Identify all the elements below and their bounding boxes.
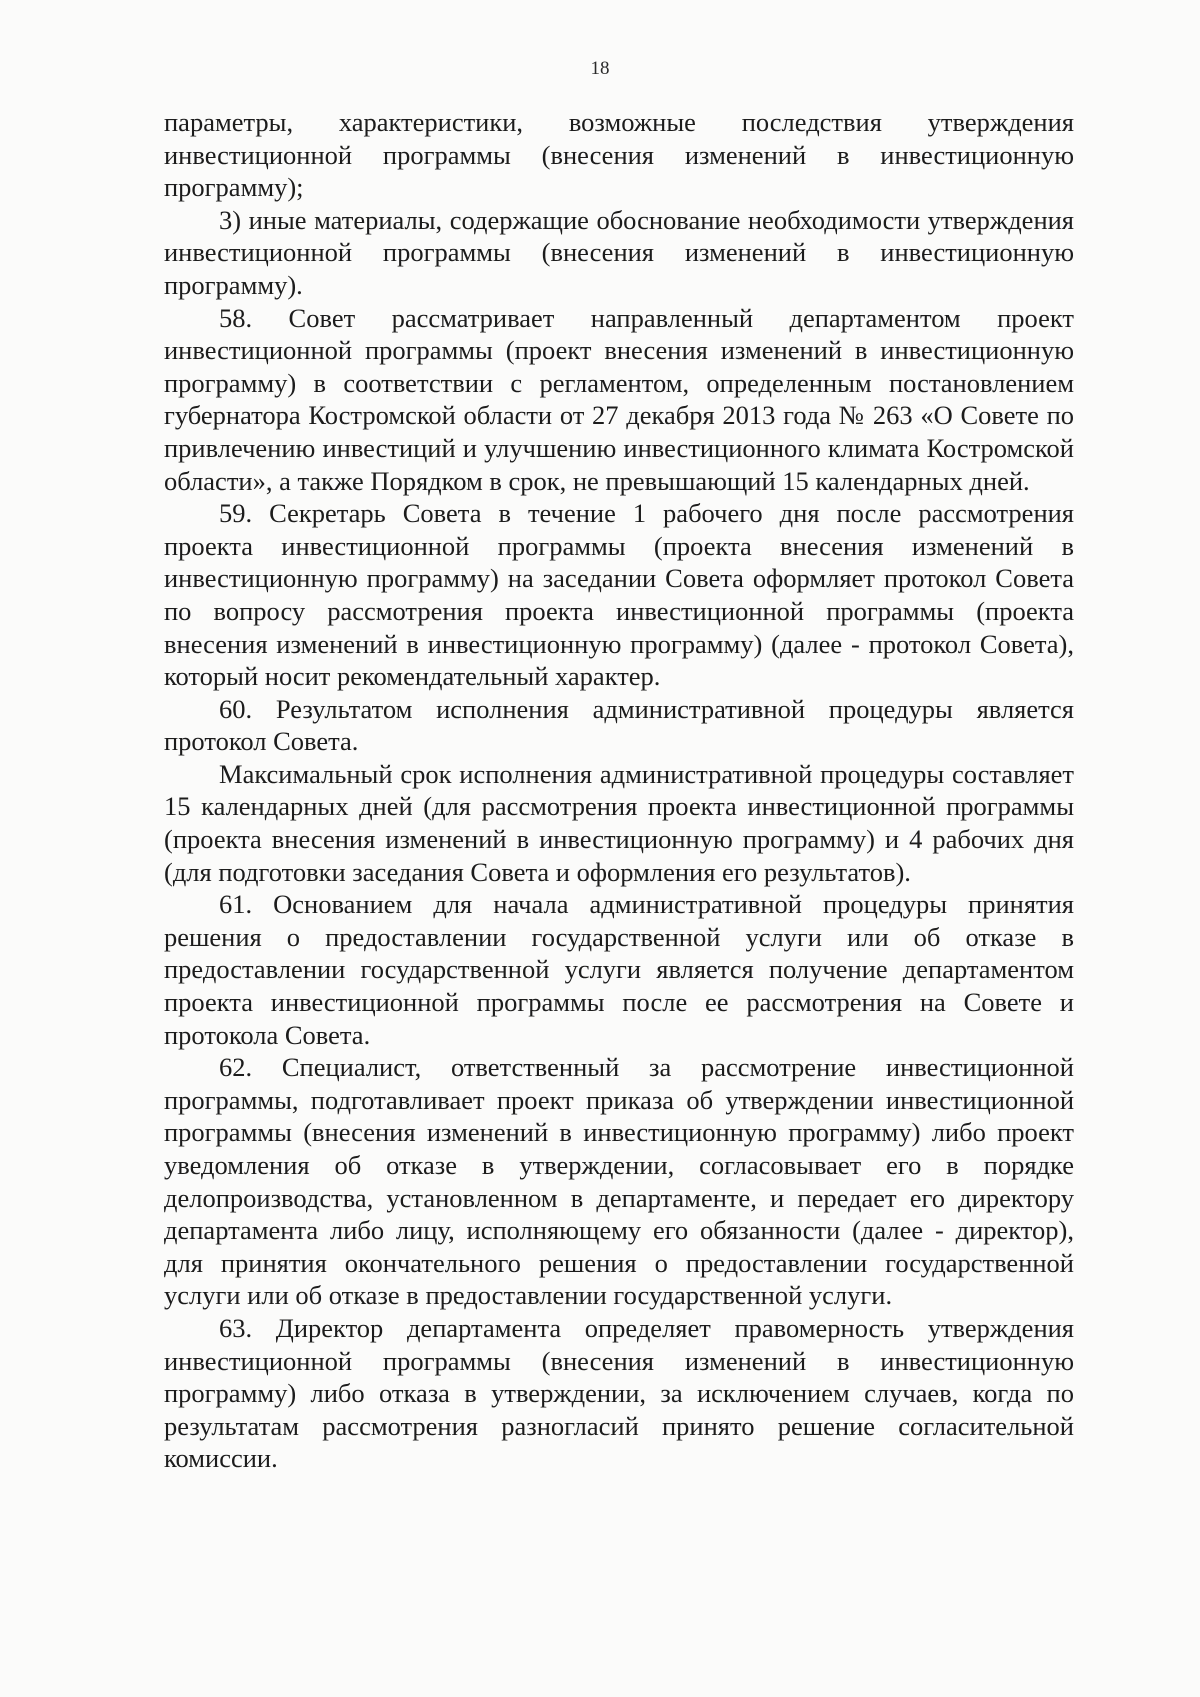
- paragraph-59: 59. Секретарь Совета в течение 1 рабочего дня после рассмотрения проекта инвестиционной программы (проекта внесения изменений в инвестиционную программу) на заседании Совета оформляет протокол Совета по вопросу рассмотрения проекта инвестиционной программы (проекта внесения изменений в инвестиционную программу) (далее - протокол Совета), который носит рекомендательный характер.: [164, 498, 1074, 692]
- paragraph-60: 60. Результатом исполнения административной процедуры является протокол Совета.: [164, 693, 1074, 757]
- document-body: [164, 106, 1074, 1475]
- paragraph-63: 63. Директор департамента определяет правомерность утверждения инвестиционной программы (внесения изменений в инвестиционную программу) либо отказа в утверждении, за исключением случаев, когда по результатам рассмотрения разногласий принято решение согласительной комиссии.: [164, 1312, 1074, 1474]
- paragraph-max-term: Максимальный срок исполнения административной процедуры составляет 15 календарных дней (для рассмотрения проекта инвестиционной программы (проекта внесения изменений в инвестиционную программу) и 4 рабочих дня (для подготовки заседания Совета и оформления его результатов).: [164, 758, 1074, 887]
- page-number: 18: [590, 58, 610, 79]
- paragraph-58: 58. Совет рассматривает направленный департаментом проект инвестиционной программы (проект внесения изменений в инвестиционную программу) в соответствии с регламентом, определенным постановлением губернатора Костромской области от 27 декабря 2013 года № 263 «О Совете по привлечению инвестиций и улучшению инвестиционного климата Костромской области», а также Порядком в срок, не превышающий 15 календарных дней.: [164, 302, 1074, 496]
- paragraph-61: 61. Основанием для начала административной процедуры принятия решения о предоставлении государственной услуги или об отказе в предоставлении государственной услуги является получение департаментом проекта инвестиционной программы после ее рассмотрения на Совете и протокола Совета.: [164, 889, 1074, 1050]
- paragraph-62: 62. Специалист, ответственный за рассмотрение инвестиционной программы, подготавливает проект приказа об утверждении инвестиционной программы (внесения изменений в инвестиционную программу) либо проект уведомления об отказе в утверждении, согласовывает его в порядке делопроизводства, установленном в департаменте, и передает его директору департамента либо лицу, исполняющему его обязанности (далее - директор), для принятия окончательного решения о предоставлении государственной услуги или об отказе в предоставлении государственной услуги.: [164, 1052, 1074, 1311]
- paragraph-continuation: параметры, характеристики, возможные последствия утверждения инвестиционной программы (внесения изменений в инвестиционную программу);: [164, 107, 1074, 203]
- paragraph-item-3: 3) иные материалы, содержащие обоснование необходимости утверждения инвестиционной программы (внесения изменений в инвестиционную программу).: [164, 204, 1074, 300]
